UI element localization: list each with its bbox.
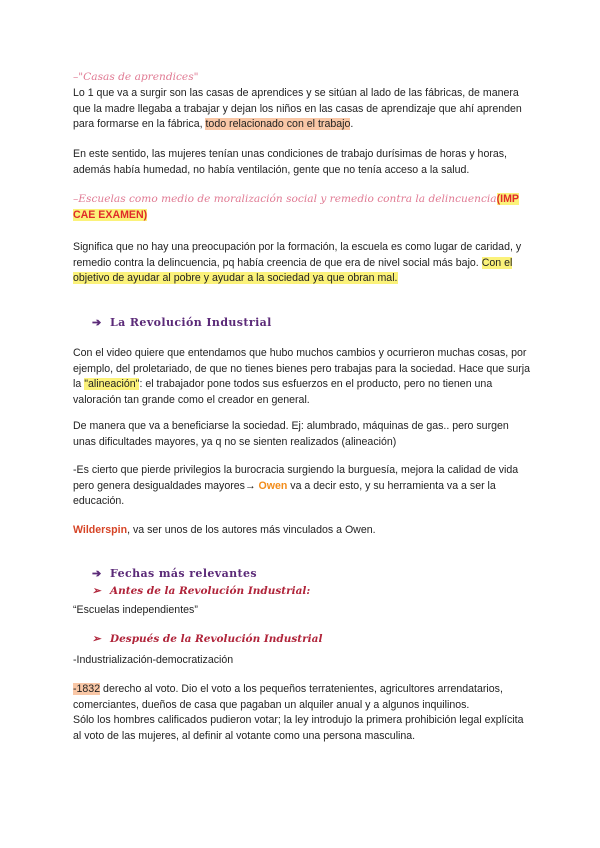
revolucion-paragraph-1-rest: : el trabajador pone todos sus esfuerzos en el producto, pero no tienen una valoración tan grande como el creador en general.: [73, 378, 493, 406]
escuelas-highlight: Con el objetivo de ayudar al pobre y ayudar a la sociedad ya que obran mal.: [73, 256, 513, 284]
revolucion-heading: [92, 316, 272, 329]
voto-paragraph-text: derecho al voto. Dio el voto a los pequeños terratenientes, agricultores arrendatarios, comerciantes, dueños de casa que pagaban un alquiler anual y a algunos inquilinos.: [73, 683, 503, 711]
casas-highlight: todo relacionado con el trabajo: [205, 118, 351, 130]
despues-subheading: [92, 633, 322, 645]
voto-paragraph: [73, 682, 531, 744]
casas-heading: –"Casas de aprendices": [73, 71, 199, 83]
year-1832-highlight: -1832: [73, 683, 101, 695]
casas-paragraph-2: En este sentido, las mujeres tenían unas condiciones de trabajo durísimas de horas y horas, además había humedad, no había ventilación, gente que no tenía acceso a la salud.: [73, 148, 508, 176]
revolucion-paragraph-4-rest: , va ser unos de los autores más vinculados a Owen.: [127, 524, 376, 536]
antes-subheading: [92, 585, 310, 597]
escuelas-heading-text: –Escuelas como medio de moralización social y remedio contra la delincuencia: [73, 193, 497, 205]
fechas-heading-text: Fechas más relevantes: [110, 567, 258, 580]
revolucion-paragraph-2: De manera que va a beneficiarse la sociedad. Ej: alumbrado, máquinas de gas.. pero surgen unas dificultades mayores, ya q no se sienten realizados (alineación): [73, 420, 509, 448]
antes-subheading-text: Antes de la Revolución Industrial:: [110, 585, 311, 597]
escuelas-paragraph: [73, 240, 531, 287]
revolucion-paragraph-1: [73, 346, 531, 408]
casas-paragraph-1-text: Lo 1 que va a surgir son las casas de aprendices y se sitúan al lado de las fábricas, de manera que la madre llegaba a trabajar y dejan los niños en las casas de aprendizaje que ahí aprenden para formarse en la fábrica,: [73, 87, 522, 130]
arrow-right-icon: ➔: [92, 316, 102, 329]
despues-text: -Industrialización-democratización: [73, 654, 234, 666]
fechas-heading: [92, 567, 257, 580]
arrow-right-icon: ➔: [92, 567, 102, 580]
arrow-right-outline-icon: ➢: [92, 585, 101, 597]
casas-paragraph-1: [73, 86, 531, 133]
revolucion-paragraph-1-text: Con el video quiere que entendamos que hubo muchos cambios y ocurrieron muchas cosas, por ejemplo, del proletariado, de que no tienes bienes pero trabajas para la sociedad. Hace que surja la: [73, 347, 531, 390]
revolucion-paragraph-4: [73, 523, 531, 539]
owen-name: Owen: [258, 479, 288, 492]
wilderspin-name: Wilderspin: [73, 524, 128, 536]
despues-subheading-text: Después de la Revolución Industrial: [110, 633, 323, 645]
alineacion-highlight: "alineación": [84, 378, 140, 390]
revolucion-paragraph-3-rest: va a decir esto, y su herramienta va a ser la educación.: [73, 479, 496, 507]
voto-paragraph-rest: Sólo los hombres calificados pudieron votar; la ley introdujo la primera prohibición legal explícita al voto de las mujeres, al definir al votante como una persona masculina.: [73, 714, 524, 742]
revolucion-paragraph-3: [73, 463, 531, 510]
arrow-right-outline-icon: ➢: [92, 633, 101, 645]
revolucion-paragraph-3-text: -Es cierto que pierde privilegios la burocracia surgiendo la burguesía, mejora la calidad de vida pero genera desigualdades mayores→: [73, 464, 519, 492]
escuelas-heading: [73, 192, 531, 223]
escuelas-paragraph-text: Significa que no hay una preocupación por la formación, la escuela es como lugar de caridad, y remedio contra la delincuencia, pq había creencia de que era de nivel social más bajo.: [73, 241, 522, 269]
antes-text: “Escuelas independientes”: [73, 604, 198, 616]
revolucion-heading-text: La Revolución Industrial: [110, 316, 272, 329]
imp-examen-badge: (IMP CAE EXAMEN): [73, 193, 519, 221]
casas-paragraph-1-end: .: [350, 118, 354, 130]
